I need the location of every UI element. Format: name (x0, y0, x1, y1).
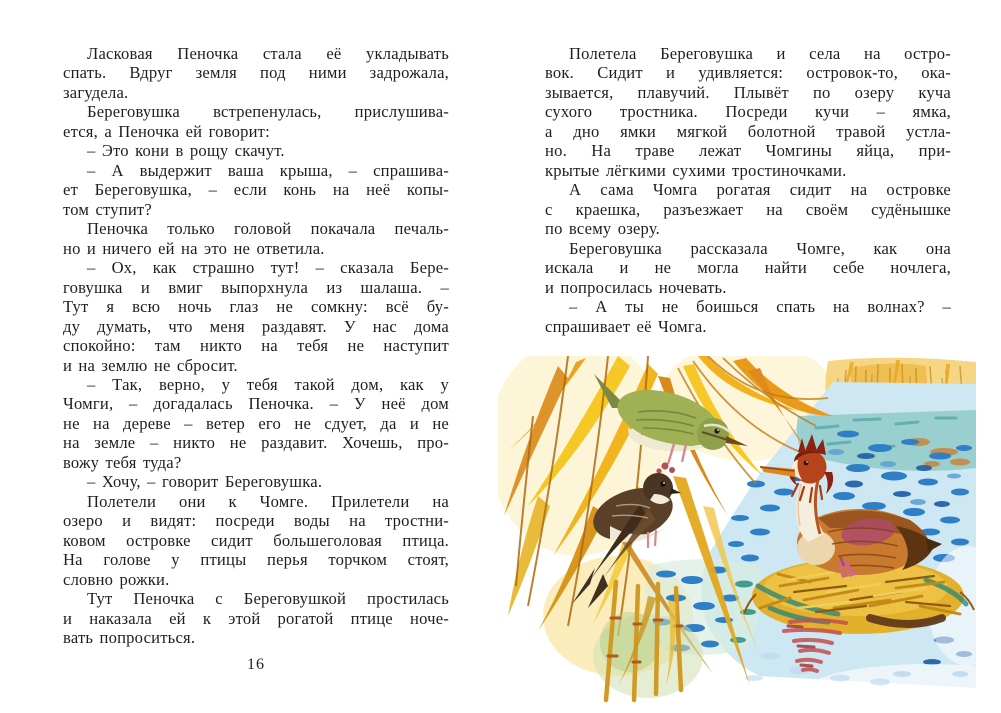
text-line: искала и не могла найти себе ночлега, (545, 258, 951, 278)
text-line: озеро и видят: посреди воды на тростни- (63, 511, 449, 531)
text-line: Ласковая Пеночка стала её укладывать (87, 44, 449, 63)
text-line: крытые лёгкими сухими тростиночками. (545, 160, 847, 180)
text-line: словно рожки. (63, 569, 170, 589)
text-line: и наказала ей к этой рогатой птице ноче- (63, 608, 449, 628)
text-line: Полетела Береговушка и села на остро- (569, 44, 951, 63)
left-page-text (63, 44, 449, 648)
text-line: вать попроситься. (63, 628, 196, 648)
text-line: Чомги, – догадалась Пеночка. – У неё дом (63, 394, 449, 414)
text-line: – Так, верно, у тебя такой дом, как у (87, 374, 449, 394)
text-line: спать. Вдруг земля под ними задрожала, (63, 63, 449, 83)
text-line: – Хочу, – говорит Береговушка. (87, 472, 323, 492)
text-line: но и ничего ей на это не ответила. (63, 238, 325, 258)
text-line: вожу тебя туда? (63, 452, 182, 472)
text-line: Тут Пеночка с Береговушкой простилась (87, 589, 449, 609)
text-line: Тут я всю ночь глаз не сомкну: всё бу- (63, 297, 449, 317)
text-line: ет Береговушка, – если конь на неё копы- (63, 180, 449, 200)
text-line: А сама Чомга рогатая сидит на островке (569, 180, 951, 200)
text-line: ду думать, что меня раздавят. У нас дома (63, 316, 449, 336)
text-line: ется, а Пеночка ей говорит: (63, 121, 270, 141)
text-line: спокойно: там никто на тебя не наступит (63, 336, 449, 356)
text-line: Пеночка только головой покачала печаль- (87, 219, 449, 239)
illustration (498, 356, 976, 708)
text-line: – А ты не боишься спать на волнах? – (569, 297, 951, 317)
text-line: с краешка, разъезжает на своём судёнышке (545, 199, 951, 219)
text-line: вок. Сидит и удивляется: островок-то, ока- (545, 63, 951, 83)
text-line: загудела. (63, 82, 129, 102)
text-line: на земле – никто не раздавит. Хочешь, про- (63, 433, 449, 453)
text-line: – Ох, как страшно тут! – сказала Бере- (87, 258, 449, 278)
text-line: сухого тростника. Посреди кучи – ямка, (545, 102, 951, 122)
text-line: ковом островке сидит большеголовая птица. (63, 530, 449, 550)
text-line: – А выдержит ваша крыша, – спрашива- (87, 160, 449, 180)
text-line: На голове у птицы перья торчком стоят, (63, 550, 449, 570)
text-line: Береговушка встрепенулась, прислушива- (87, 102, 449, 122)
right-page-text (545, 44, 951, 336)
text-line: Береговушка рассказала Чомге, как она (569, 238, 951, 258)
text-line: зывается, плавучий. Плывёт по озеру куча (545, 82, 951, 102)
text-line: том ступит? (63, 199, 152, 219)
text-line: но. На траве лежат Чомгины яйца, при- (545, 141, 951, 161)
text-line: не на дереве – ветер его не сдует, да и не (63, 413, 449, 433)
page-number: 16 (247, 656, 265, 673)
text-line: по всему озеру. (545, 219, 661, 239)
text-line: и на землю не сбросит. (63, 355, 238, 375)
text-line: и попросилась ночевать. (545, 277, 727, 297)
text-line: – Это кони в рощу скачут. (87, 141, 285, 161)
text-line: Полетели они к Чомге. Прилетели на (87, 491, 449, 511)
text-line: а дно ямки мягкой болотной травой устла- (545, 121, 951, 141)
text-line: спрашивает её Чомга. (545, 316, 707, 336)
watercolor-illustration (498, 356, 976, 708)
text-line: говушка и вмиг выпорхнула из шалаша. – (63, 277, 449, 297)
